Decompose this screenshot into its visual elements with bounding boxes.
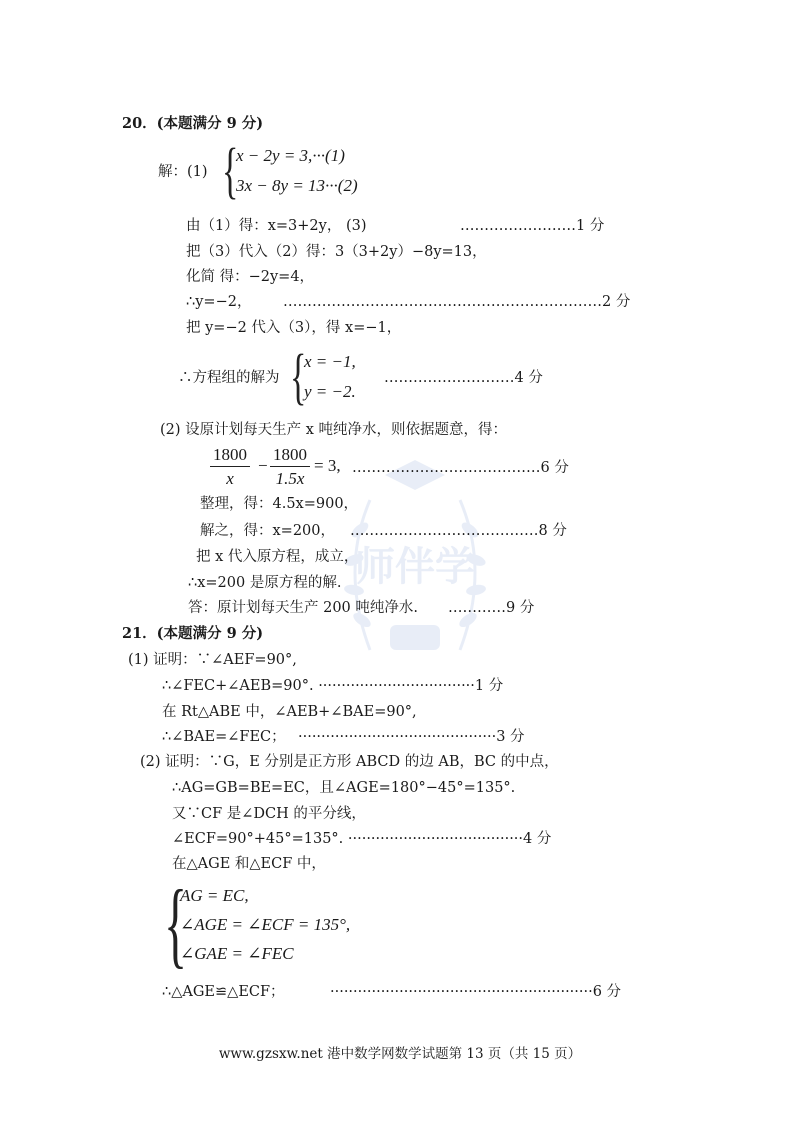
q21-p1-line-4: ∴∠BAE=∠FEC；: [162, 729, 286, 745]
equation-rhs: = 3,: [314, 456, 341, 475]
q20-p2-step-2: 解之，得：x=200，: [200, 523, 336, 539]
q20-step-1-score: ……………………1 分: [460, 218, 605, 234]
minus-sign: −: [258, 456, 268, 475]
q20-p2-step-1: 整理，得：4.5x=900，: [200, 496, 359, 512]
q20-answer-score: …………9 分: [448, 600, 535, 616]
q21-p2-line-6: ∴△AGE≌△ECF；: [162, 984, 285, 1000]
equation-2: 3x − 8y = 13···(2): [236, 176, 358, 195]
q20-step-1: 由（1）得：x=3+2y， (3): [186, 218, 367, 234]
q20-step-4: ∴y=−2，: [186, 294, 252, 310]
q20-step-2: 把（3）代入（2）得：3（3+2y）−8y=13，: [186, 244, 487, 260]
q21-p1-line-1: (1) 证明：∵∠AEF=90°,: [128, 652, 297, 668]
solution-y: y = −2.: [304, 382, 356, 401]
fraction-1-numerator: 1800: [210, 444, 250, 467]
q20-p2-step-3: 把 x 代入原方程，成立，: [196, 549, 359, 565]
q21-p2-line-5: 在△AGE 和△ECF 中，: [172, 856, 326, 872]
q20-part1-label: 解：(1): [158, 164, 208, 180]
q20-step-5: 把 y=−2 代入（3），得 x=−1，: [186, 320, 402, 336]
fraction-2-numerator: 1800: [270, 444, 310, 467]
q20-step-4-score: …………………………………………………………2 分: [283, 294, 631, 310]
q21-title: 21．(本题满分 9 分): [122, 625, 264, 642]
proof-system-brace: {: [164, 870, 188, 977]
q21-p2-line-3: 又∵CF 是∠DCH 的平分线，: [172, 806, 366, 822]
fraction-1: [210, 444, 250, 491]
q20-p2-step-2-score: …………………………………8 分: [350, 523, 567, 539]
proof-condition-1: AG = EC,: [180, 886, 249, 905]
q20-solution-score: ………………………4 分: [384, 370, 543, 386]
q20-answer: 答：原计划每天生产 200 吨纯净水.: [188, 600, 419, 616]
fraction-2-denominator: 1.5x: [275, 469, 305, 488]
q21-p2-line-4: ∠ECF=90°+45°=135°. ······································4 分: [172, 831, 552, 847]
q20-equation-score: …………………………………6 分: [352, 460, 569, 476]
q20-p2-step-4: ∴x=200 是原方程的解.: [188, 575, 342, 591]
q21-p1-line-3: 在 Rt△ABE 中，∠AEB+∠BAE=90°,: [162, 704, 417, 720]
solution-brace: {: [290, 343, 307, 411]
q20-step-3: 化简 得：−2y=4，: [186, 269, 315, 285]
q21-p2-line-6-score: ·························································6 分: [330, 984, 622, 1000]
q20-part2: (2) 设原计划每天生产 x 吨纯净水，则依据题意，得：: [160, 422, 508, 438]
proof-condition-2: ∠AGE = ∠ECF = 135°,: [180, 915, 351, 934]
system-brace: {: [222, 137, 239, 205]
q20-solution-label: ∴方程组的解为: [178, 370, 280, 386]
fraction-2: [270, 444, 310, 491]
q21-p2-line-2: ∴AG=GB=BE=EC，且∠AGE=180°−45°=135°.: [172, 780, 516, 796]
q21-p1-line-2: ∴∠FEC+∠AEB=90°. ··································1 分: [162, 678, 504, 694]
q21-p1-line-4-score: ···········································3 分: [298, 729, 525, 745]
page-footer: www.gzsxw.net 港中数学网数学试题第 13 页（共 15 页）: [218, 1046, 582, 1062]
svg-text:师伴学: 师伴学: [355, 544, 475, 590]
q21-p2-line-1: (2) 证明：∵G，E 分别是正方形 ABCD 的边 AB，BC 的中点，: [140, 754, 559, 770]
proof-condition-3: ∠GAE = ∠FEC: [180, 944, 294, 963]
fraction-1-denominator: x: [226, 469, 234, 488]
equation-1: x − 2y = 3,···(1): [236, 146, 345, 165]
q20-title: 20．(本题满分 9 分): [122, 115, 264, 132]
solution-x: x = −1,: [304, 352, 356, 371]
